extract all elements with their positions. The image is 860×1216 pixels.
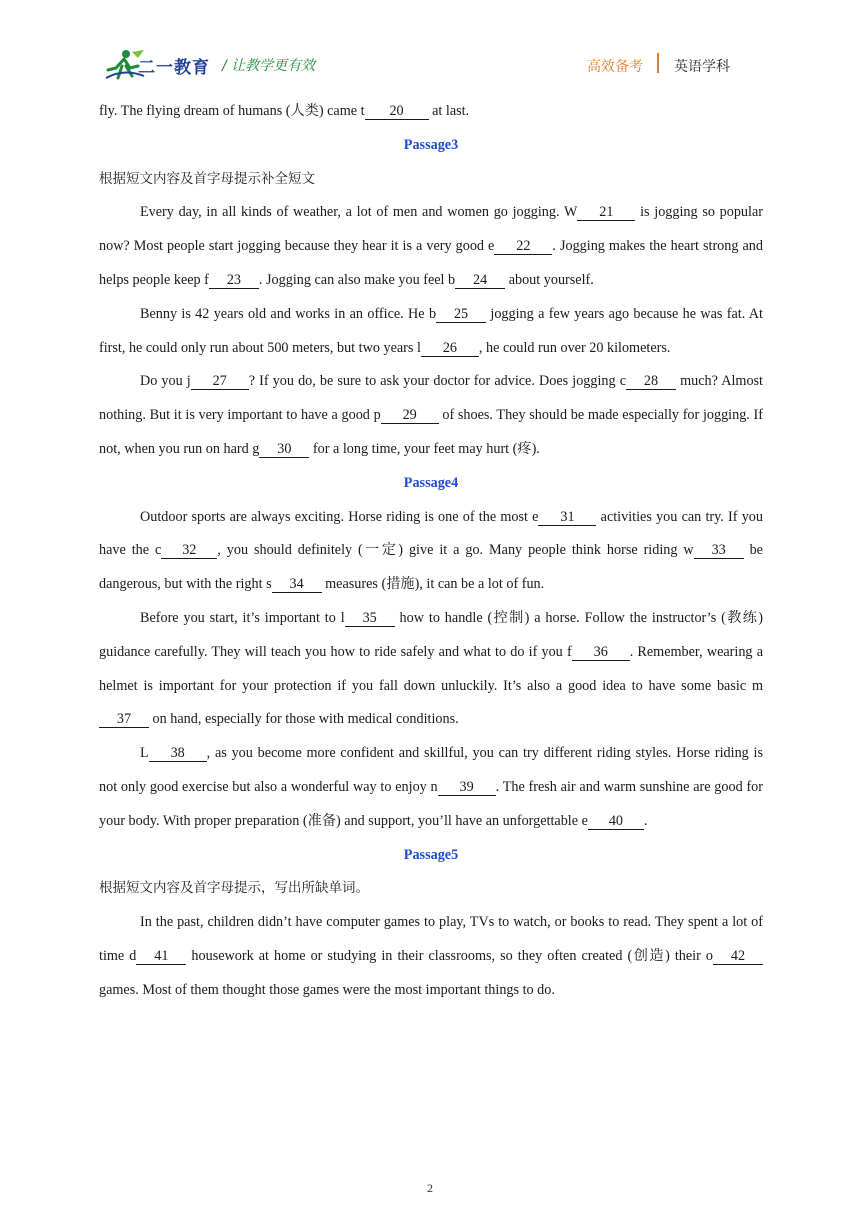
text-run: Before you start, it’s important to l — [140, 609, 345, 626]
text-run: about yourself. — [505, 271, 594, 288]
text-run: . Jogging makes the heart strong and helps people keep f — [99, 238, 763, 288]
blank-22[interactable]: 22 — [494, 238, 552, 255]
blank-29[interactable]: 29 — [381, 407, 439, 424]
text-run: Do you j — [140, 373, 191, 390]
text-run: , you should definitely (一定) give it a go. Many people think horse riding w — [217, 542, 694, 559]
blank-42[interactable]: 42 — [713, 948, 763, 965]
paragraph — [99, 501, 763, 602]
passage-instruction: 根据短文内容及首字母提示，写出所缺单词。 — [99, 880, 369, 897]
blank-38[interactable]: 38 — [149, 745, 207, 762]
text-run: Benny is 42 years old and works in an office. He b — [140, 305, 437, 322]
text-run: . Remember, wearing a helmet is important for your protection if you fall down unluckily. It’s also a good idea to have some basic m — [99, 643, 763, 694]
blank-35[interactable]: 35 — [345, 610, 395, 627]
text-run: Every day, in all kinds of weather, a lot of men and women go jogging. W — [140, 204, 578, 221]
text-run: for a long time, your feet may hurt (疼). — [309, 440, 540, 457]
blank-30[interactable]: 30 — [259, 441, 309, 458]
page-header — [0, 0, 860, 92]
blank-39[interactable]: 39 — [438, 779, 496, 796]
text-run: at last. — [428, 103, 470, 119]
text-run: . The fresh air and warm sunshine are good for your body. With proper preparation (准备) and support, you’ll have an unforgettable e — [99, 778, 763, 829]
text-run: be dangerous, but with the right s — [99, 542, 763, 593]
text-run: how to handle (控制) a horse. Follow the instructor’s (教练) guidance carefully. They will teach you how to ride safely and what to do if you f — [99, 609, 763, 660]
paragraph — [99, 365, 763, 466]
header-tag-subject: 英语学科 — [674, 59, 730, 75]
text-run: , as you become more confident and skillful, you can try different riding styles. Horse riding is not only good exercise but also a wonderful way to enjoy n — [99, 745, 763, 795]
document-body — [99, 95, 763, 1008]
text-run: games. Most of them thought those games were the most important things to do. — [99, 981, 555, 998]
paragraph — [99, 196, 763, 297]
blank-34[interactable]: 34 — [272, 576, 322, 593]
text-run: In the past, children didn’t have computer games to play, TVs to watch, or books to read. They spent a lot of time d — [99, 914, 763, 964]
text-run: on hand, especially for those with medical conditions. — [149, 711, 459, 728]
text-run: Outdoor sports are always exciting. Horse riding is one of the most e — [140, 508, 539, 525]
paragraph — [99, 737, 763, 838]
paragraph — [99, 298, 763, 366]
header-separator — [657, 53, 659, 73]
page-number: 2 — [427, 1181, 433, 1195]
blank-41[interactable]: 41 — [136, 948, 186, 965]
text-run: ? If you do, be sure to ask your doctor for advice. Does jogging c — [248, 373, 626, 390]
paragraph — [99, 602, 763, 737]
paragraph — [99, 906, 763, 1007]
text-run: L — [140, 745, 149, 762]
blank-21[interactable]: 21 — [577, 204, 635, 221]
text-run: housework at home or studying in their classrooms, so they often created (创造) their o — [186, 947, 713, 964]
blank-20[interactable]: 20 — [365, 103, 429, 120]
blank-33[interactable]: 33 — [694, 542, 744, 559]
text-run: measures (措施), it can be a lot of fun. — [321, 576, 545, 593]
logo-text: 二一教育 — [138, 58, 210, 78]
text-run: is jogging so popular now? Most people start jogging because they hear it is a very good e — [99, 204, 763, 255]
blank-24[interactable]: 24 — [455, 272, 505, 289]
blank-23[interactable]: 23 — [209, 272, 259, 289]
text-run: , he could run over 20 kilometers. — [478, 339, 671, 356]
text-run: fly. The flying dream of humans (人类) came t — [99, 103, 365, 119]
paragraph-continued — [99, 95, 763, 129]
header-tag-exam: 高效备考 — [587, 59, 643, 75]
blank-31[interactable]: 31 — [538, 509, 596, 526]
text-run: . Jogging can also make you feel b — [258, 271, 456, 288]
text-run: much? Almost nothing. But it is very important to have a good p — [99, 373, 764, 424]
blank-27[interactable]: 27 — [191, 373, 249, 390]
blank-28[interactable]: 28 — [626, 373, 676, 390]
blank-36[interactable]: 36 — [572, 644, 630, 661]
blank-40[interactable]: 40 — [588, 813, 644, 830]
blank-26[interactable]: 26 — [421, 340, 479, 357]
passage-title: Passage5 — [403, 846, 459, 863]
text-run: . — [643, 812, 648, 829]
header-slogan: / 让教学更有效 — [222, 58, 316, 74]
blank-37[interactable]: 37 — [99, 711, 149, 728]
blank-32[interactable]: 32 — [161, 542, 217, 559]
passage-title: Passage3 — [403, 136, 459, 153]
passage-instruction: 根据短文内容及首字母提示补全短文 — [99, 170, 315, 187]
text-run: jogging a few years ago because he was fat. At first, he could only run about 500 meters, but two years l — [99, 305, 763, 356]
passage-title: Passage4 — [403, 474, 459, 491]
blank-25[interactable]: 25 — [436, 306, 486, 323]
text-run: of shoes. They should be made especially for jogging. If not, when you run on hard g — [99, 407, 763, 457]
text-run: activities you can try. If you have the c — [99, 508, 763, 559]
